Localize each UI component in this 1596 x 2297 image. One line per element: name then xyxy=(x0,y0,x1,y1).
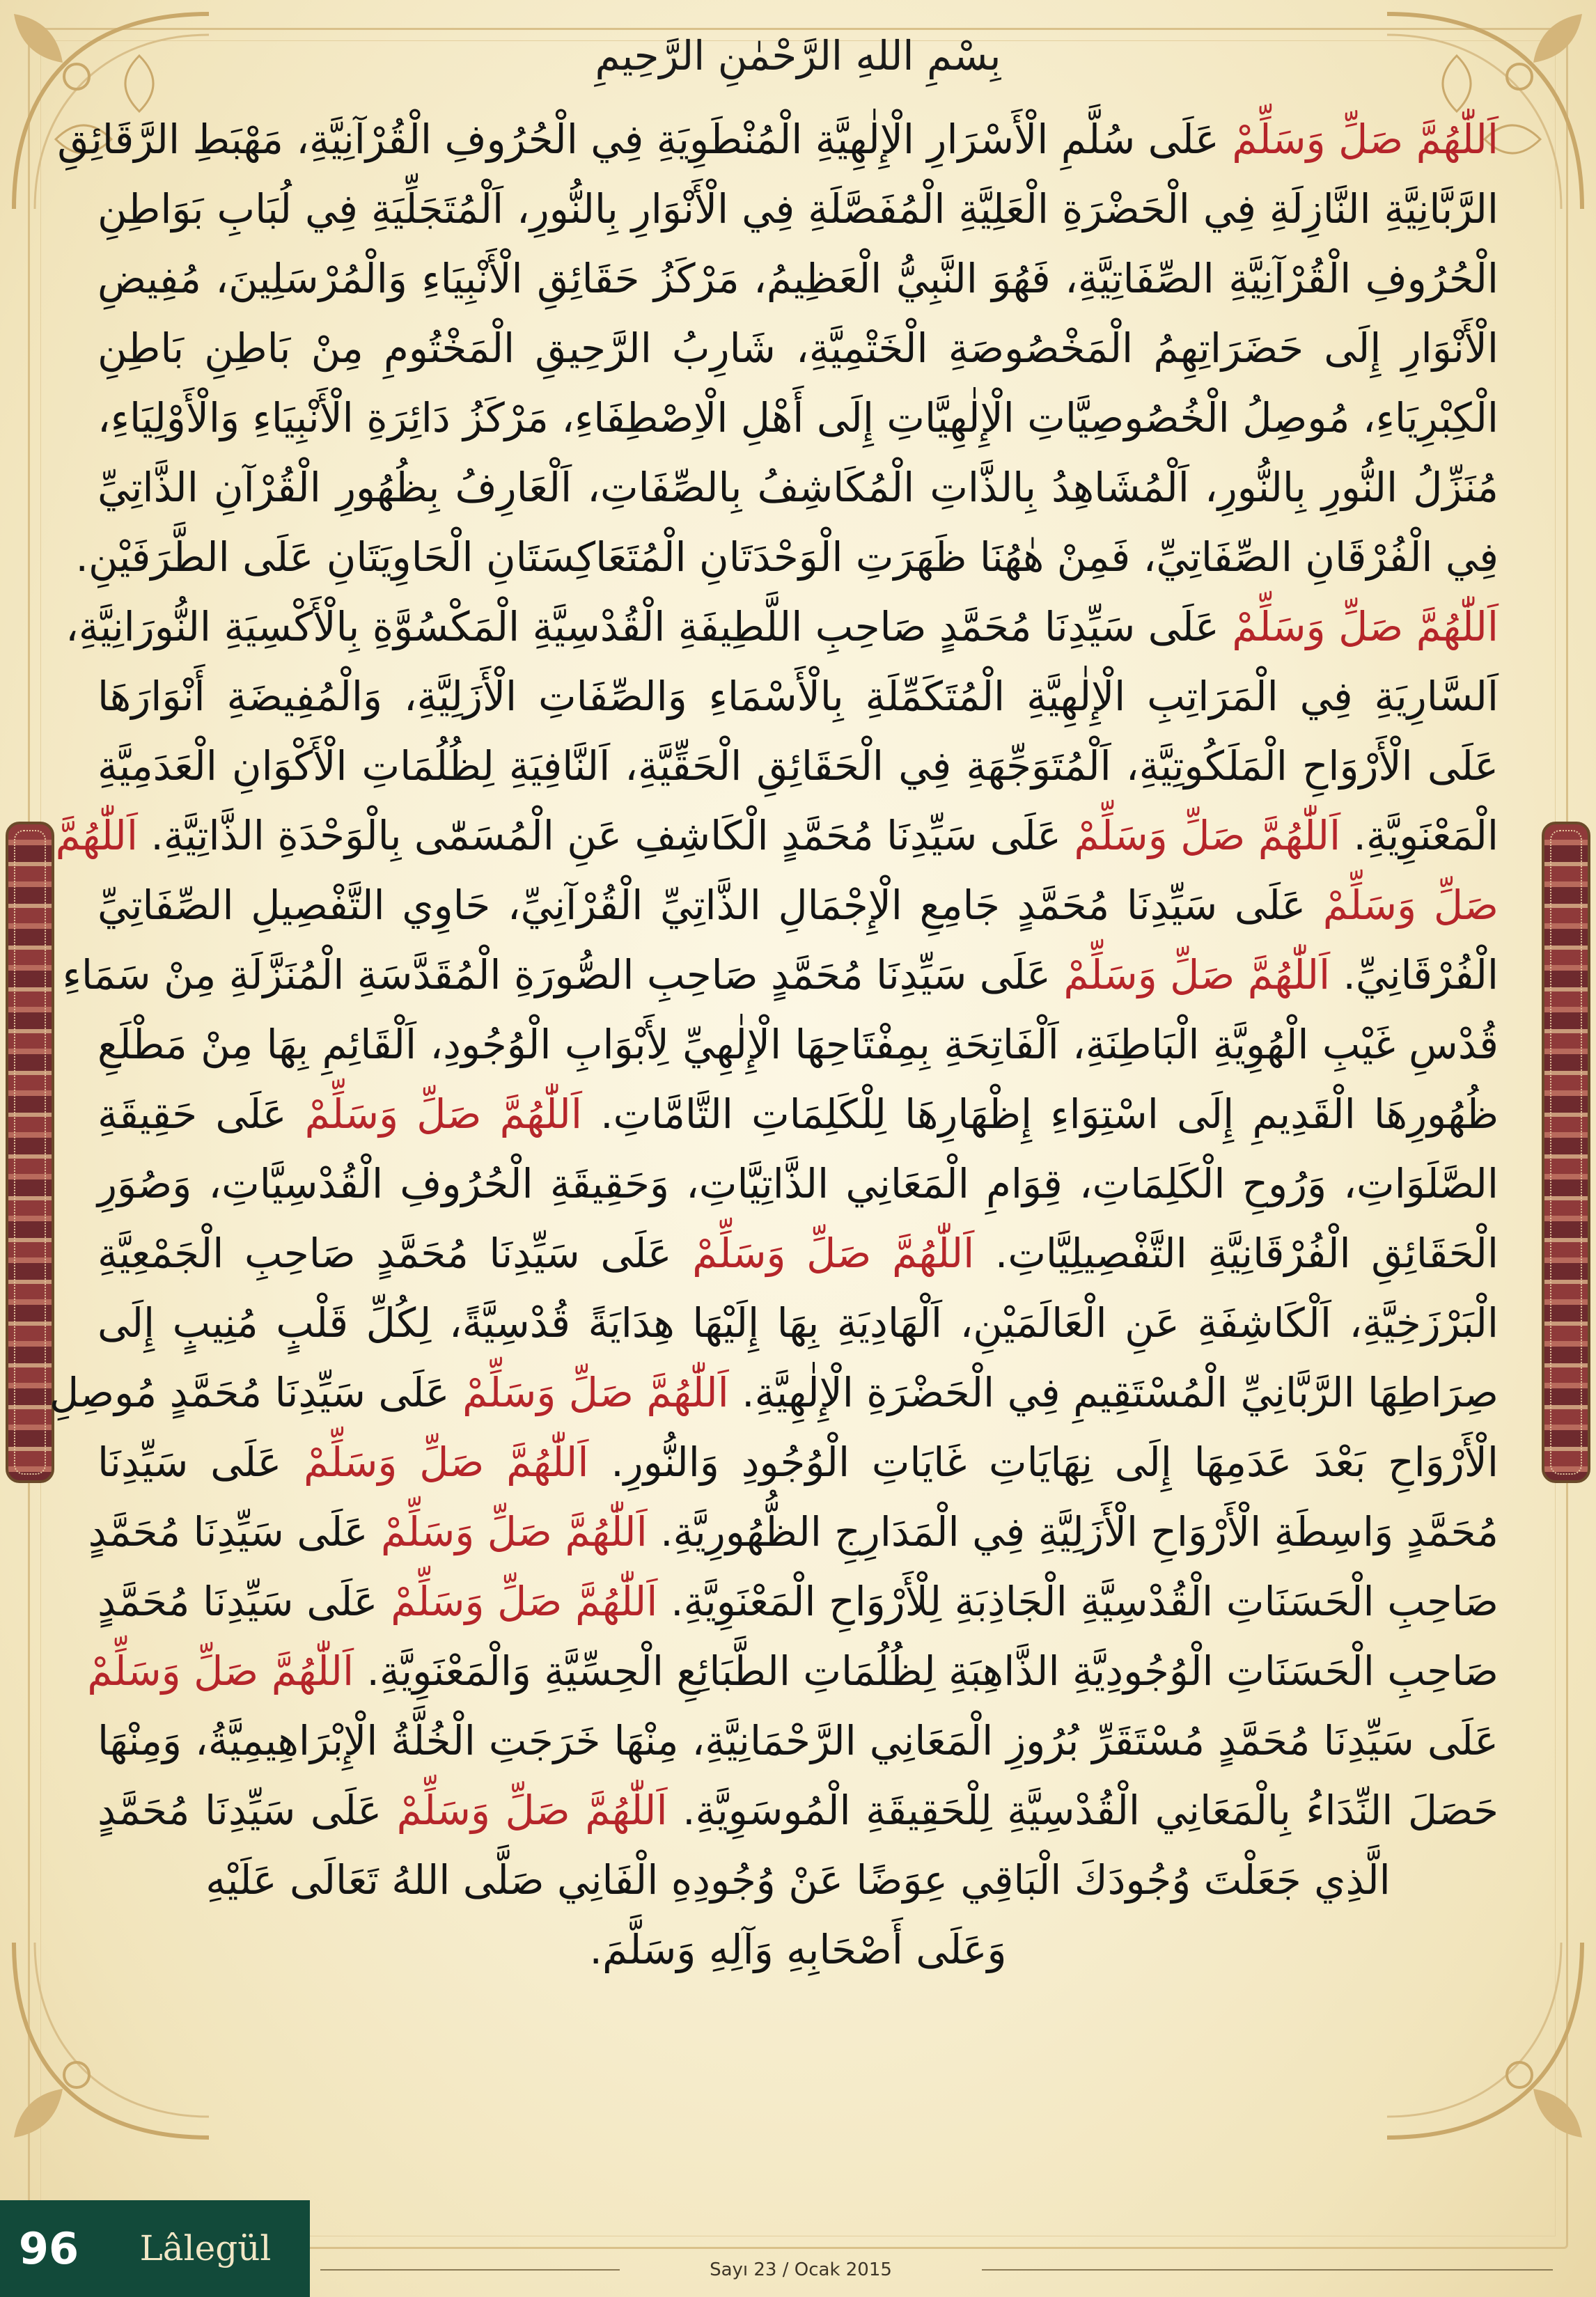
text-line xyxy=(75,522,1499,592)
prayer-text xyxy=(49,104,1499,2193)
text-segment: عَلَى سَيِّدِنَا مُحَمَّدٍ الْكَاشِفِ عَنِ الْمُسَمّٰى بِالْوَحْدَةِ الذَّاتِيَّةِ. xyxy=(137,812,1074,859)
bismillah-heading: بِسْمِ اللهِ الرَّحْمٰنِ الرَّحِيمِ xyxy=(595,32,1001,79)
text-segment: مُنَزِّلُ النُّورِ بِالنُّورِ، اَلْمُشَاهِدُ بِالذَّاتِ الْمُكَاشِفُ بِالصِّفَاتِ، اَلْعَارِفُ بِظُهُورِ الْقُرْآنِ الذَّاتِيِّ xyxy=(97,464,1499,511)
page-number: 96 xyxy=(18,2223,79,2274)
text-segment: عَلَى سَيِّدِنَا مُحَمَّدٍ جَامِعِ الْإِجْمَالِ الذَّاتِيِّ الْقُرْآنِيِّ، حَاوِي التَّفْصِيلِ الصِّفَاتِيِّ xyxy=(97,881,1323,929)
text-segment: الْحَقَائِقِ الْفُرْقَانِيَّةِ التَّفْصِيلِيَّاتِ. xyxy=(974,1230,1499,1277)
text-segment: الرَّبَّانِيَّةِ النَّازِلَةِ فِي الْحَضْرَةِ الْعَلِيَّةِ الْمُفَصَّلَةِ فِي الْأَنْوَارِ بِالنُّورِ، اَلْمُتَجَلِّيَةِ فِي لُبَابِ بَوَاطِنِ xyxy=(97,185,1499,233)
text-segment: عَلَى سَيِّدِنَا مُحَمَّدٍ صَاحِبِ الْجَمْعِيَّةِ xyxy=(97,1230,693,1277)
salawat-phrase: صَلِّ وَسَلِّمْ xyxy=(1322,881,1499,929)
text-segment: الْمَعْنَوِيَّةِ. xyxy=(1340,812,1499,859)
text-segment: عَلَى سَيِّدِنَا مُحَمَّدٍ xyxy=(97,1787,397,1834)
text-segment: حَصَلَ النِّدَاءُ بِالْمَعَانِي الْقُدْسِيَّةِ لِلْحَقِيقَةِ الْمُوسَوِيَّةِ. xyxy=(667,1787,1499,1834)
text-line xyxy=(97,1775,1499,1845)
text-line xyxy=(97,383,1499,453)
salawat-phrase: اَللّٰهُمَّ صَلِّ وَسَلِّمْ xyxy=(1063,951,1331,998)
salawat-phrase: اَللّٰهُمَّ صَلِّ وَسَلِّمْ xyxy=(396,1787,668,1834)
text-line xyxy=(97,453,1499,522)
text-segment: الْحُرُوفِ الْقُرْآنِيَّةِ الصِّفَاتِيَّةِ، فَهُوَ النَّبِيُّ الْعَظِيمُ، مَرْكَزُ حَقَائِقِ الْأَنْبِيَاءِ وَالْمُرْسَلِينَ، مُفِيضِ xyxy=(97,255,1499,302)
text-line xyxy=(55,801,1499,870)
text-line xyxy=(49,1358,1499,1427)
text-segment: الْأَنْوَارِ إِلَى حَضَرَاتِهِمُ الْمَخْصُوصَةِ الْخَتْمِيَّةِ، شَارِبُ الرَّحِيقِ الْمَخْتُومِ مِنْ بَاطِنِ بَاطِنِ xyxy=(97,324,1499,372)
text-segment: الْكِبْرِيَاءِ، مُوصِلُ الْخُصُوصِيَّاتِ الْإِلٰهِيَّاتِ إِلَى أَهْلِ الْاِصْطِفَاءِ، مَرْكَزُ دَائِرَةِ الْأَنْبِيَاءِ وَالْأَوْلِيَاءِ، xyxy=(97,394,1499,441)
text-segment: عَلَى سَيِّدِنَا مُحَمَّدٍ صَاحِبِ اللَّطِيفَةِ الْقُدْسِيَّةِ الْمَكْسُوَّةِ بِالْأَكْسِيَةِ النُّورَانِيَّةِ، xyxy=(65,603,1233,650)
footer-rule-right xyxy=(982,2269,1553,2271)
salawat-phrase: اَللّٰهُمَّ صَلِّ وَسَلِّمْ xyxy=(462,1369,729,1416)
magazine-logo: Lâlegül xyxy=(139,2228,272,2268)
text-segment: عَلَى سُلَّمِ الْأَسْرَارِ الْإِلٰهِيَّةِ الْمُنْطَوِيَةِ فِي الْحُرُوفِ الْقُرْآنِيَّةِ، مَهْبَطِ الرَّقَائِقِ xyxy=(57,116,1233,163)
text-segment: الْفُرْقَانِيِّ. xyxy=(1330,951,1499,998)
text-segment: اَلسَّارِيَةِ فِي الْمَرَاتِبِ الْإِلٰهِيَّةِ الْمُتَكَمِّلَةِ بِالْأَسْمَاءِ وَالصِّفَاتِ الْأَزَلِيَّةِ، وَالْمُفِيضَةِ أَنْوَارَهَا xyxy=(97,673,1499,720)
text-line xyxy=(88,1497,1499,1567)
text-segment: مُحَمَّدٍ وَاسِطَةِ الْأَرْوَاحِ الْأَزَلِيَّةِ فِي الْمَدَارِجِ الظُّهُورِيَّةِ. xyxy=(647,1508,1499,1555)
text-line xyxy=(97,1218,1499,1288)
text-segment: عَلَى سَيِّدِنَا xyxy=(97,1438,304,1486)
text-line xyxy=(65,592,1499,661)
text-line xyxy=(97,244,1499,313)
text-line xyxy=(97,1288,1499,1358)
text-line xyxy=(97,1079,1499,1149)
salawat-phrase: اَللّٰهُمَّ صَلِّ وَسَلِّمْ xyxy=(87,1647,354,1695)
text-segment: صَاحِبِ الْحَسَنَاتِ الْقُدْسِيَّةِ الْجَاذِبَةِ لِلْأَرْوَاحِ الْمَعْنَوِيَّةِ. xyxy=(657,1578,1499,1625)
text-segment: عَلَى حَقِيقَةِ xyxy=(97,1090,305,1138)
salawat-phrase: اَللّٰهُمَّ صَلِّ وَسَلِّمْ xyxy=(1232,116,1499,163)
text-line xyxy=(97,174,1499,244)
text-line xyxy=(97,1915,1499,1984)
text-segment: عَلَى الْأَرْوَاحِ الْمَلَكُوتِيَّةِ، اَلْمُتَوَجِّهَةِ فِي الْحَقَائِقِ الْحَقِّيَّةِ، اَلنَّافِيَةِ لِظُلُمَاتِ الْأَكْوَانِ الْعَدَمِيَّةِ xyxy=(97,742,1499,790)
text-line xyxy=(97,731,1499,801)
text-line xyxy=(97,1010,1499,1079)
text-line xyxy=(97,1845,1499,1915)
text-line xyxy=(87,1636,1499,1706)
text-segment: ظُهُورِهَا الْقَدِيمِ إِلَى اسْتِوَاءِ إِظْهَارِهَا لِلْكَلِمَاتِ التَّامَّاتِ. xyxy=(581,1090,1499,1138)
text-segment: الصَّلَوَاتِ، وَرُوحِ الْكَلِمَاتِ، قِوَامِ الْمَعَانِي الذَّاتِيَّاتِ، وَحَقِيقَةِ الْحُرُوفِ الْقُدْسِيَّاتِ، وَصُوَرِ xyxy=(97,1160,1499,1207)
text-line xyxy=(57,104,1499,174)
text-segment: عَلَى سَيِّدِنَا مُحَمَّدٍ مُسْتَقَرِّ بُرُوزِ الْمَعَانِي الرَّحْمَانِيَّةِ، مِنْهَا خَرَجَتِ الْخُلَّةُ الْإِبْرَاهِيمِيَّةُ، وَمِنْهَا xyxy=(97,1717,1499,1764)
salawat-phrase: اَللّٰهُمَّ صَلِّ وَسَلِّمْ xyxy=(1232,603,1499,650)
text-segment: عَلَى سَيِّدِنَا مُحَمَّدٍ xyxy=(97,1578,391,1625)
text-segment: وَعَلَى أَصْحَابِهِ وَآلِهِ وَسَلَّمَ. xyxy=(589,1926,1007,1973)
left-ornament-band xyxy=(6,822,54,1483)
salawat-phrase: اَللّٰهُمَّ صَلِّ وَسَلِّمْ xyxy=(692,1230,975,1277)
text-line xyxy=(97,313,1499,383)
salawat-phrase: اَللّٰهُمَّ xyxy=(55,812,138,859)
text-line xyxy=(97,1706,1499,1775)
text-line xyxy=(97,870,1499,940)
text-line xyxy=(97,1567,1499,1636)
salawat-phrase: اَللّٰهُمَّ صَلِّ وَسَلِّمْ xyxy=(1074,812,1341,859)
salawat-phrase: اَللّٰهُمَّ صَلِّ وَسَلِّمْ xyxy=(304,1438,589,1486)
footer-rule-left xyxy=(320,2269,620,2271)
salawat-phrase: اَللّٰهُمَّ صَلِّ وَسَلِّمْ xyxy=(391,1578,658,1625)
text-segment: الَّذِي جَعَلْتَ وُجُودَكَ الْبَاقِي عِوَضًا عَنْ وُجُودِهِ الْفَانِي صَلَّى اللهُ تَعَالَى عَلَيْهِ xyxy=(205,1856,1391,1904)
right-ornament-band xyxy=(1542,822,1590,1483)
text-segment: صِرَاطِهَا الرَّبَّانِيِّ الْمُسْتَقِيمِ فِي الْحَضْرَةِ الْإِلٰهِيَّةِ. xyxy=(728,1369,1499,1416)
text-segment: الْبَرْزَخِيَّةِ، اَلْكَاشِفَةِ عَنِ الْعَالَمَيْنِ، اَلْهَادِيَةِ بِهَا إِلَيْهَا هِدَايَةً قُدْسِيَّةً، لِكُلِّ قَلْبٍ مُنِيبٍ إِلَى xyxy=(97,1299,1499,1347)
text-segment: عَلَى سَيِّدِنَا مُحَمَّدٍ مُوصِلِ xyxy=(49,1369,462,1416)
text-segment: الْأَرْوَاحِ بَعْدَ عَدَمِهَا إِلَى نِهَايَاتِ غَايَاتِ الْوُجُودِ وَالنُّورِ. xyxy=(588,1438,1499,1486)
issue-info: Sayı 23 / Ocak 2015 xyxy=(710,2259,892,2280)
text-line xyxy=(97,1427,1499,1497)
text-segment: قُدْسِ غَيْبِ الْهُوِيَّةِ الْبَاطِنَةِ، اَلْفَاتِحَةِ بِمِفْتَاحِهَا الْإِلٰهِيِّ لِأَبْوَابِ الْوُجُودِ، اَلْقَائِمِ بِهَا مِنْ مَطْلَعِ xyxy=(97,1021,1499,1068)
text-segment: صَاحِبِ الْحَسَنَاتِ الْوُجُودِيَّةِ الذَّاهِبَةِ لِظُلُمَاتِ الطَّبَائِعِ الْحِسِّيَّةِ وَالْمَعْنَوِيَّةِ. xyxy=(354,1647,1499,1695)
salawat-phrase: اَللّٰهُمَّ صَلِّ وَسَلِّمْ xyxy=(304,1090,582,1138)
salawat-phrase: اَللّٰهُمَّ صَلِّ وَسَلِّمْ xyxy=(380,1508,648,1555)
text-line xyxy=(62,940,1499,1010)
text-segment: عَلَى سَيِّدِنَا مُحَمَّدٍ صَاحِبِ الصُّورَةِ الْمُقَدَّسَةِ الْمُنَزَّلَةِ مِنْ سَمَاءِ xyxy=(62,951,1064,998)
text-segment: عَلَى سَيِّدِنَا مُحَمَّدٍ xyxy=(88,1508,381,1555)
text-line xyxy=(97,1149,1499,1218)
text-line xyxy=(97,661,1499,731)
text-segment: فِي الْفُرْقَانِ الصِّفَاتِيِّ، فَمِنْ هٰهُنَا ظَهَرَتِ الْوَحْدَتَانِ الْمُتَعَاكِسَتَانِ الْحَاوِيَتَانِ عَلَى الطَّرَفَيْنِ. xyxy=(75,533,1499,581)
